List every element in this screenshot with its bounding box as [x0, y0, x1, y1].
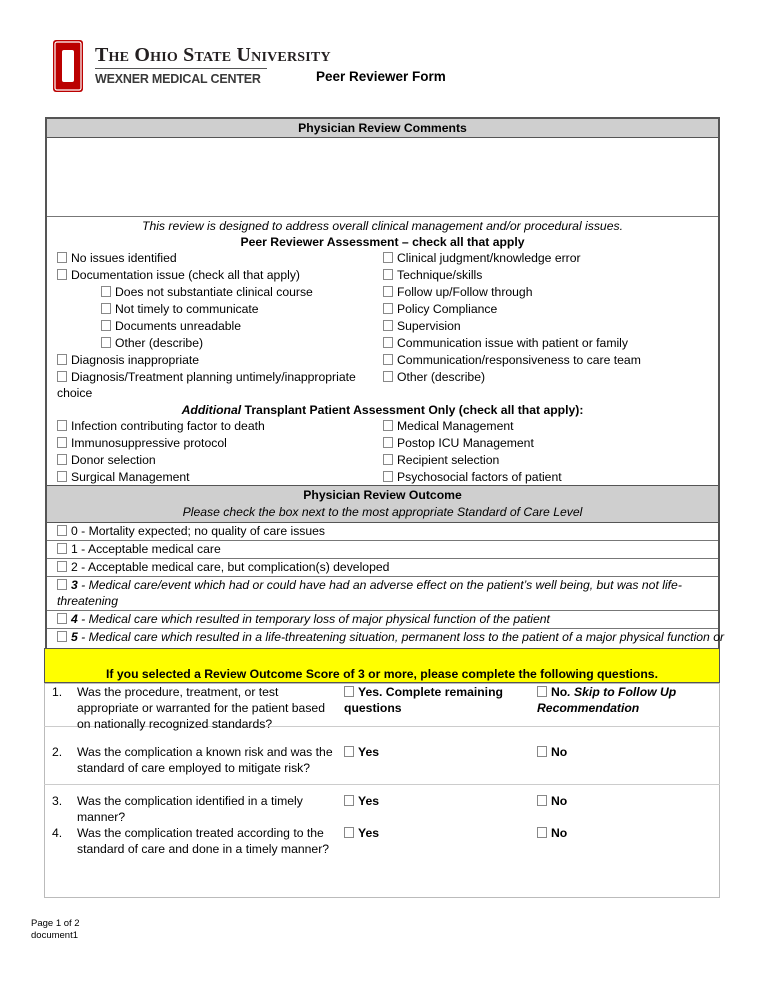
- check-other[interactable]: Other (describe): [383, 369, 485, 385]
- checkbox-icon: [383, 420, 393, 431]
- checkbox-icon: [57, 454, 67, 465]
- check-documentation-issue[interactable]: Documentation issue (check all that apply): [57, 267, 300, 283]
- check-doc-other[interactable]: Other (describe): [101, 335, 203, 351]
- q1-yes-option[interactable]: Yes. Complete remaining questions: [344, 685, 503, 715]
- outcome-subheading: Please check the box next to the most appropriate Standard of Care Level: [182, 505, 583, 519]
- q2-text: Was the complication a known risk and was the standard of care employed to mitigate risk?: [77, 745, 333, 775]
- check-policy-compliance[interactable]: Policy Compliance: [383, 301, 497, 317]
- followup-banner: [44, 648, 720, 683]
- followup-banner-text: If you selected a Review Outcome Score of 3 or more, please complete the following questions.: [106, 667, 658, 681]
- q1-no-option[interactable]: No. Skip to Follow Up Recommendation: [537, 685, 677, 715]
- check-clinical-judgment[interactable]: Clinical judgment/knowledge error: [383, 250, 581, 266]
- check-supervision[interactable]: Supervision: [383, 318, 461, 334]
- checkbox-icon: [344, 686, 354, 697]
- university-name: The Ohio State University: [95, 44, 331, 66]
- check-surgical-management[interactable]: Surgical Management: [57, 469, 190, 485]
- check-infection[interactable]: Infection contributing factor to death: [57, 418, 265, 434]
- assessment-heading: Peer Reviewer Assessment – check all that apply: [240, 235, 525, 249]
- checkbox-icon: [383, 454, 393, 465]
- medical-center-name: WEXNER MEDICAL CENTER: [95, 72, 261, 86]
- q1-text: Was the procedure, treatment, or test appropriate or warranted for the patient based on nationally recognized standards?: [77, 685, 325, 731]
- level-1[interactable]: 1 - Acceptable medical care: [57, 541, 221, 557]
- checkbox-icon: [57, 579, 67, 590]
- divider: [47, 216, 718, 217]
- checkbox-icon: [57, 543, 67, 554]
- check-technique[interactable]: Technique/skills: [383, 267, 482, 283]
- checkbox-icon: [57, 613, 67, 624]
- checkbox-icon: [57, 371, 67, 382]
- q4-no-option[interactable]: No: [537, 825, 567, 841]
- check-no-issues[interactable]: No issues identified: [57, 250, 177, 266]
- q4-text: Was the complication treated according to the standard of care and done in a timely manner?: [77, 826, 330, 856]
- divider: [44, 784, 720, 785]
- review-form-box: [45, 117, 725, 658]
- osu-block-o-logo: [53, 40, 83, 92]
- comments-textarea[interactable]: [47, 138, 718, 216]
- checkbox-icon: [57, 437, 67, 448]
- transplant-heading: Additional Transplant Patient Assessment Only (check all that apply):: [181, 403, 584, 417]
- level-3[interactable]: 3 - Medical care/event which had or could have had an adverse effect on the patient’s well being, but was not life-: [57, 577, 682, 593]
- check-diagnosis-treatment[interactable]: Diagnosis/Treatment planning untimely/inappropriate: [57, 369, 356, 385]
- q2-yes-option[interactable]: Yes: [344, 744, 379, 760]
- checkbox-icon: [383, 269, 393, 280]
- check-postop-icu[interactable]: Postop ICU Management: [383, 435, 534, 451]
- q3-text: Was the complication identified in a timely manner?: [77, 794, 303, 824]
- checkbox-icon: [383, 252, 393, 263]
- outcome-heading: Physician Review Outcome: [303, 488, 462, 502]
- checkbox-icon: [383, 354, 393, 365]
- checkbox-icon: [383, 337, 393, 348]
- checkbox-icon: [101, 337, 111, 348]
- checkbox-icon: [101, 320, 111, 331]
- comments-heading: Physician Review Comments: [47, 119, 718, 138]
- q3-no-option[interactable]: No: [537, 793, 567, 809]
- form-title: Peer Reviewer Form: [316, 69, 446, 84]
- checkbox-icon: [57, 471, 67, 482]
- header-rule: [95, 68, 267, 69]
- page-number: Page 1 of 2: [31, 918, 80, 929]
- level-4[interactable]: 4 - Medical care which resulted in temporary loss of major physical function of the patient: [57, 611, 550, 627]
- check-medical-management[interactable]: Medical Management: [383, 418, 514, 434]
- level-3-cont: threatening: [57, 594, 118, 608]
- checkbox-icon: [383, 471, 393, 482]
- checkbox-icon: [383, 371, 393, 382]
- checkbox-icon: [383, 303, 393, 314]
- checkbox-icon: [57, 525, 67, 536]
- outcome-header: [47, 485, 718, 523]
- level-5[interactable]: 5 - Medical care which resulted in a life-threatening situation, permanent loss to the patient of a major physical function or: [57, 629, 724, 645]
- checkbox-icon: [57, 631, 67, 642]
- checkbox-icon: [344, 795, 354, 806]
- check-follow-up[interactable]: Follow up/Follow through: [383, 284, 533, 300]
- checkbox-icon: [383, 437, 393, 448]
- checkbox-icon: [57, 269, 67, 280]
- checkbox-icon: [383, 286, 393, 297]
- level-0[interactable]: 0 - Mortality expected; no quality of care issues: [57, 523, 325, 539]
- q1-number: 1.: [52, 685, 63, 699]
- checkbox-icon: [537, 795, 547, 806]
- checkbox-icon: [537, 827, 547, 838]
- document-name: document1: [31, 930, 79, 941]
- checkbox-icon: [537, 686, 547, 697]
- checkbox-icon: [101, 303, 111, 314]
- q4-yes-option[interactable]: Yes: [344, 825, 379, 841]
- check-does-not-substantiate[interactable]: Does not substantiate clinical course: [101, 284, 313, 300]
- checkbox-icon: [537, 746, 547, 757]
- check-communication-patient[interactable]: Communication issue with patient or family: [383, 335, 628, 351]
- check-communication-team[interactable]: Communication/responsiveness to care team: [383, 352, 641, 368]
- checkbox-icon: [383, 320, 393, 331]
- checkbox-icon: [344, 746, 354, 757]
- checkbox-icon: [57, 420, 67, 431]
- q2-no-option[interactable]: No: [537, 744, 567, 760]
- check-diagnosis-inappropriate[interactable]: Diagnosis inappropriate: [57, 352, 199, 368]
- q4-number: 4.: [52, 826, 63, 840]
- check-immunosuppressive[interactable]: Immunosuppressive protocol: [57, 435, 227, 451]
- q2-number: 2.: [52, 745, 63, 759]
- check-donor-selection[interactable]: Donor selection: [57, 452, 156, 468]
- q3-number: 3.: [52, 794, 63, 808]
- checkbox-icon: [101, 286, 111, 297]
- checkbox-icon: [57, 354, 67, 365]
- q3-yes-option[interactable]: Yes: [344, 793, 379, 809]
- checkbox-icon: [344, 827, 354, 838]
- check-recipient-selection[interactable]: Recipient selection: [383, 452, 499, 468]
- check-psychosocial[interactable]: Psychosocial factors of patient: [383, 469, 562, 485]
- check-not-timely[interactable]: Not timely to communicate: [101, 301, 259, 317]
- checkbox-icon: [57, 561, 67, 572]
- check-documents-unreadable[interactable]: Documents unreadable: [101, 318, 241, 334]
- assessment-intro: This review is designed to address overall clinical management and/or procedural issues.: [142, 219, 623, 233]
- checkbox-icon: [57, 252, 67, 263]
- check-diagnosis-treatment-cont: choice: [57, 386, 93, 400]
- level-2[interactable]: 2 - Acceptable medical care, but complication(s) developed: [57, 559, 389, 575]
